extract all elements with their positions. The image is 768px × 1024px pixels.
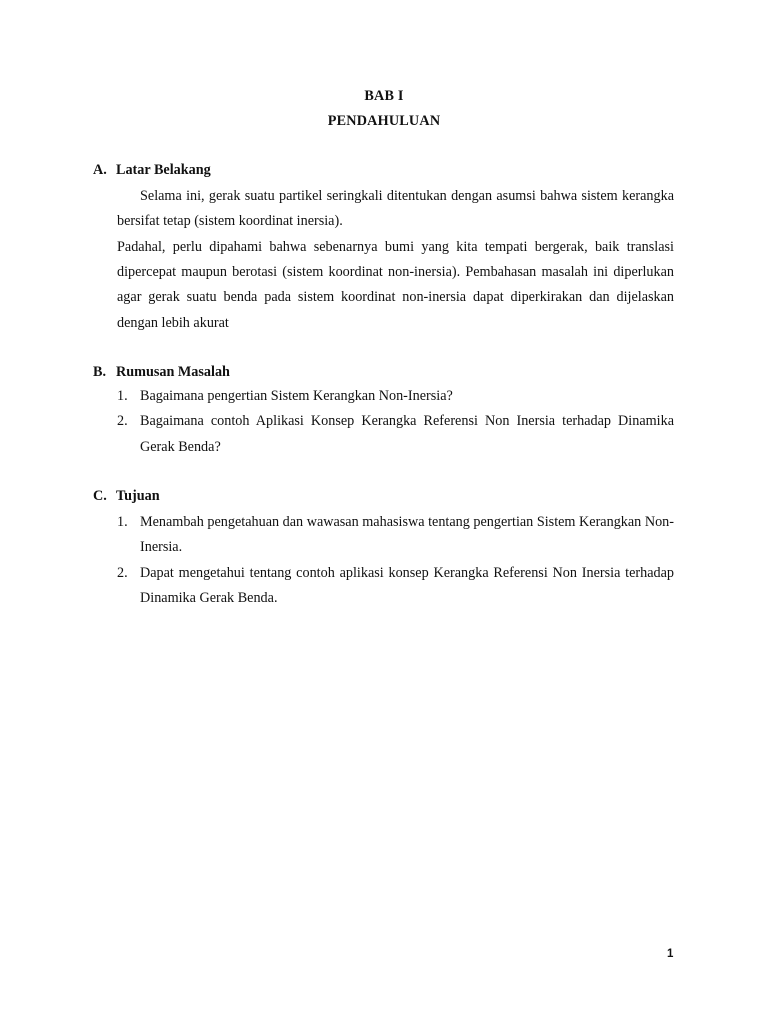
list-item-text: Bagaimana contoh Aplikasi Konsep Kerangka Referensi Non Inersia terhadap Dinamika Gerak Benda? bbox=[140, 413, 674, 455]
list-item-number: 2. bbox=[117, 564, 128, 581]
list-item-number: 1. bbox=[117, 514, 128, 530]
objective-list bbox=[117, 510, 674, 612]
chapter-number: BAB I bbox=[364, 88, 404, 104]
list-item-text: Menambah pengetahuan dan wawasan mahasiswa tentang pengertian Sistem Kerangkan Non-Inersia. bbox=[140, 514, 674, 556]
page-number: 1 bbox=[667, 948, 674, 960]
section-letter: C. bbox=[93, 488, 107, 504]
problem-list bbox=[117, 384, 674, 460]
section-letter: A. bbox=[93, 162, 107, 178]
paragraph: Selama ini, gerak suatu partikel seringkali ditentukan dengan asumsi bahwa sistem kerangka bersifat tetap (sistem koordinat inersia). bbox=[117, 188, 674, 230]
section-heading-tujuan bbox=[93, 488, 160, 505]
section-letter: B. bbox=[93, 364, 107, 380]
list-item-number: 2. bbox=[117, 413, 128, 430]
section-title: Tujuan bbox=[116, 488, 160, 504]
chapter-title: PENDAHULUAN bbox=[327, 113, 441, 129]
list-item bbox=[117, 561, 674, 612]
list-item-text: Dapat mengetahui tentang contoh aplikasi konsep Kerangka Referensi Non Inersia terhadap Dinamika Gerak Benda. bbox=[140, 564, 674, 607]
list-item-text: Bagaimana pengertian Sistem Kerangkan Non-Inersia? bbox=[140, 388, 453, 404]
list-item bbox=[117, 409, 674, 460]
list-item bbox=[117, 384, 674, 409]
list-item bbox=[117, 510, 674, 561]
paragraph: Padahal, perlu dipahami bahwa sebenarnya bumi yang kita tempati bergerak, baik translasi dipercepat maupun berotasi (sistem koordinat non-inersia). Pembahasan masalah ini diperlukan agar gerak suatu benda pada sistem koordinat non-inersia dapat diperkirakan dan dijelaskan dengan lebih akurat bbox=[117, 239, 674, 331]
section-title: Latar Belakang bbox=[116, 162, 211, 178]
section-heading-rumusan-masalah bbox=[93, 364, 230, 381]
section-heading-latar-belakang bbox=[93, 162, 211, 179]
section-title: Rumusan Masalah bbox=[116, 364, 230, 380]
list-item-number: 1. bbox=[117, 388, 128, 404]
